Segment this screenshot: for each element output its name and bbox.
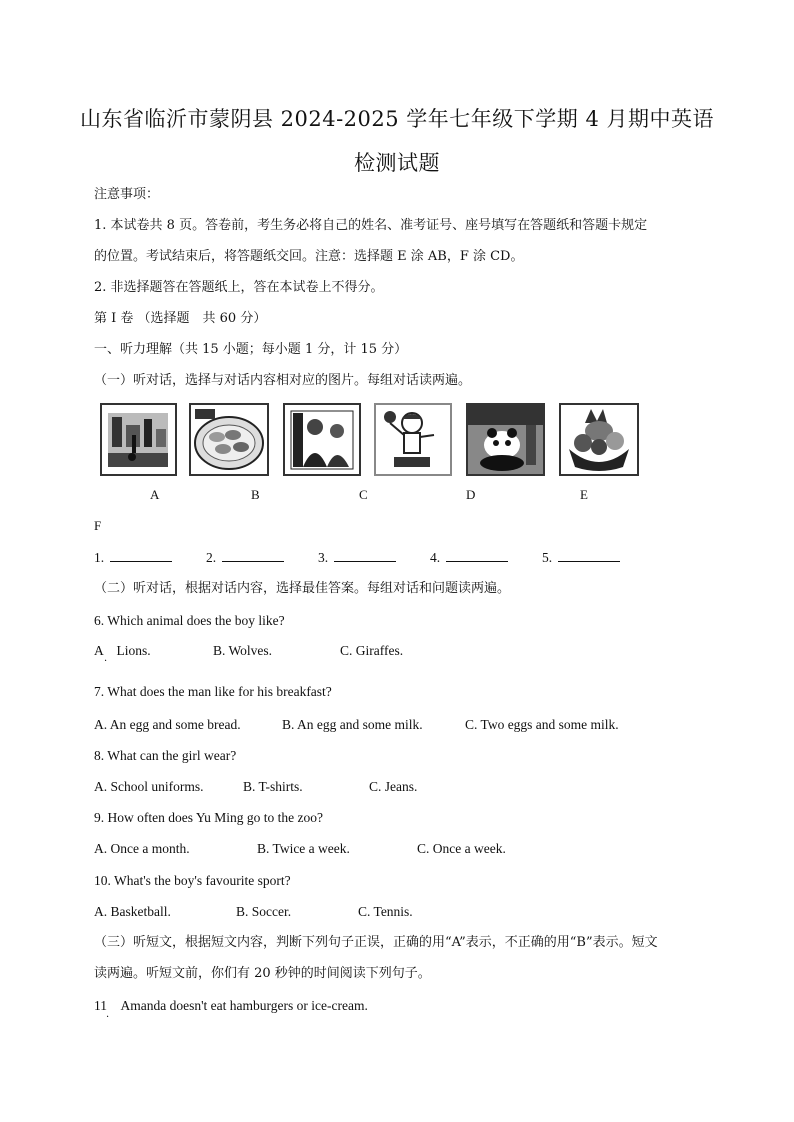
- part3-instruction-line2: 读两遍。听短文前，你们有 20 秒钟的时间阅读下列句子。: [94, 966, 431, 981]
- question-8-option-a: A. School uniforms.: [94, 779, 204, 794]
- question-9-option-c: C. Once a week.: [417, 841, 506, 856]
- picture-b: [189, 403, 269, 476]
- picture-label-f: F: [94, 518, 102, 533]
- part3-instruction-line1: （三）听短文，根据短文内容，判断下列句子正误，正确的用“A”表示，不正确的用“B”表示。短文: [94, 935, 658, 950]
- picture-label-e: E: [580, 487, 588, 502]
- question-6-option-c: C. Giraffes.: [340, 643, 404, 658]
- picture-label-a: A: [150, 487, 160, 502]
- ping-pong-boy-icon: [376, 405, 450, 474]
- people-photo-icon: [285, 405, 359, 474]
- panda-icon: [468, 405, 543, 474]
- question-8-option-c: C. Jeans.: [369, 779, 418, 794]
- question-10-option-c: C. Tennis.: [358, 904, 413, 919]
- picture-c: [283, 403, 361, 476]
- picture-e: [466, 403, 545, 476]
- question-7-option-a: A. An egg and some bread.: [94, 717, 241, 732]
- question-6-option-b: B. Wolves.: [213, 643, 273, 658]
- picture-label-d: D: [466, 487, 476, 502]
- question-9-option-b: B. Twice a week.: [257, 841, 350, 856]
- stray-mark-2: ·: [106, 1012, 110, 1023]
- question-6: 6. Which animal does the boy like?: [94, 613, 285, 628]
- question-10: 10. What's the boy's favourite sport?: [94, 873, 291, 888]
- notes-item2: 2. 非选择题答在答题纸上，答在本试卷上不得分。: [94, 280, 384, 295]
- question-8-option-b: B. T-shirts.: [243, 779, 303, 794]
- document-title-line2: 检测试题: [354, 151, 440, 175]
- question-10-option-a: A. Basketball.: [94, 904, 171, 919]
- fruit-basket-icon: [561, 405, 637, 474]
- question-7-option-c: C. Two eggs and some milk.: [465, 717, 619, 732]
- picture-a: [100, 403, 177, 476]
- question-9: 9. How often does Yu Ming go to the zoo?: [94, 810, 323, 825]
- notes-item1-line1: 1. 本试卷共 8 页。答卷前，考生务必将自己的姓名、准考证号、座号填写在答题纸和答题卡规定: [94, 218, 648, 233]
- answer-blank-1[interactable]: 1.: [94, 549, 172, 567]
- question-8: 8. What can the girl wear?: [94, 748, 237, 763]
- answer-blank-2[interactable]: 2.: [206, 549, 284, 567]
- question-9-option-a: A. Once a month.: [94, 841, 190, 856]
- question-7: 7. What does the man like for his breakfast?: [94, 684, 332, 699]
- section1-heading: 一、听力理解（共 15 小题；每小题 1 分，计 15 分）: [94, 342, 408, 357]
- question-11: 11 Amanda doesn't eat hamburgers or ice-cream.: [94, 998, 368, 1013]
- question-6-option-a: A Lions.: [94, 643, 151, 658]
- question-7-option-b: B. An egg and some milk.: [282, 717, 423, 732]
- stray-mark: ·: [104, 656, 108, 667]
- picture-d: [374, 403, 452, 476]
- part1-instruction: （一）听对话，选择与对话内容相对应的图片。每组对话读两遍。: [94, 373, 472, 388]
- answer-blank-4[interactable]: 4.: [430, 549, 508, 567]
- notes-item1-line2: 的位置。考试结束后，将答题纸交回。注意：选择题 E 涂 AB，F 涂 CD。: [94, 249, 524, 264]
- dumplings-icon: [191, 405, 267, 474]
- answer-blank-3[interactable]: 3.: [318, 549, 396, 567]
- street-scene-icon: [102, 405, 175, 474]
- question-10-option-b: B. Soccer.: [236, 904, 292, 919]
- answer-blank-5[interactable]: 5.: [542, 549, 620, 567]
- picture-f: [559, 403, 639, 476]
- picture-label-c: C: [359, 487, 368, 502]
- picture-label-b: B: [251, 487, 260, 502]
- notes-heading: 注意事项：: [94, 187, 160, 202]
- part2-instruction: （二）听对话，根据对话内容，选择最佳答案。每组对话和问题读两遍。: [94, 581, 511, 596]
- document-title-line1: 山东省临沂市蒙阴县 2024-2025 学年七年级下学期 4 月期中英语: [79, 107, 715, 131]
- volume-heading: 第 I 卷 （选择题 共 60 分）: [94, 311, 267, 326]
